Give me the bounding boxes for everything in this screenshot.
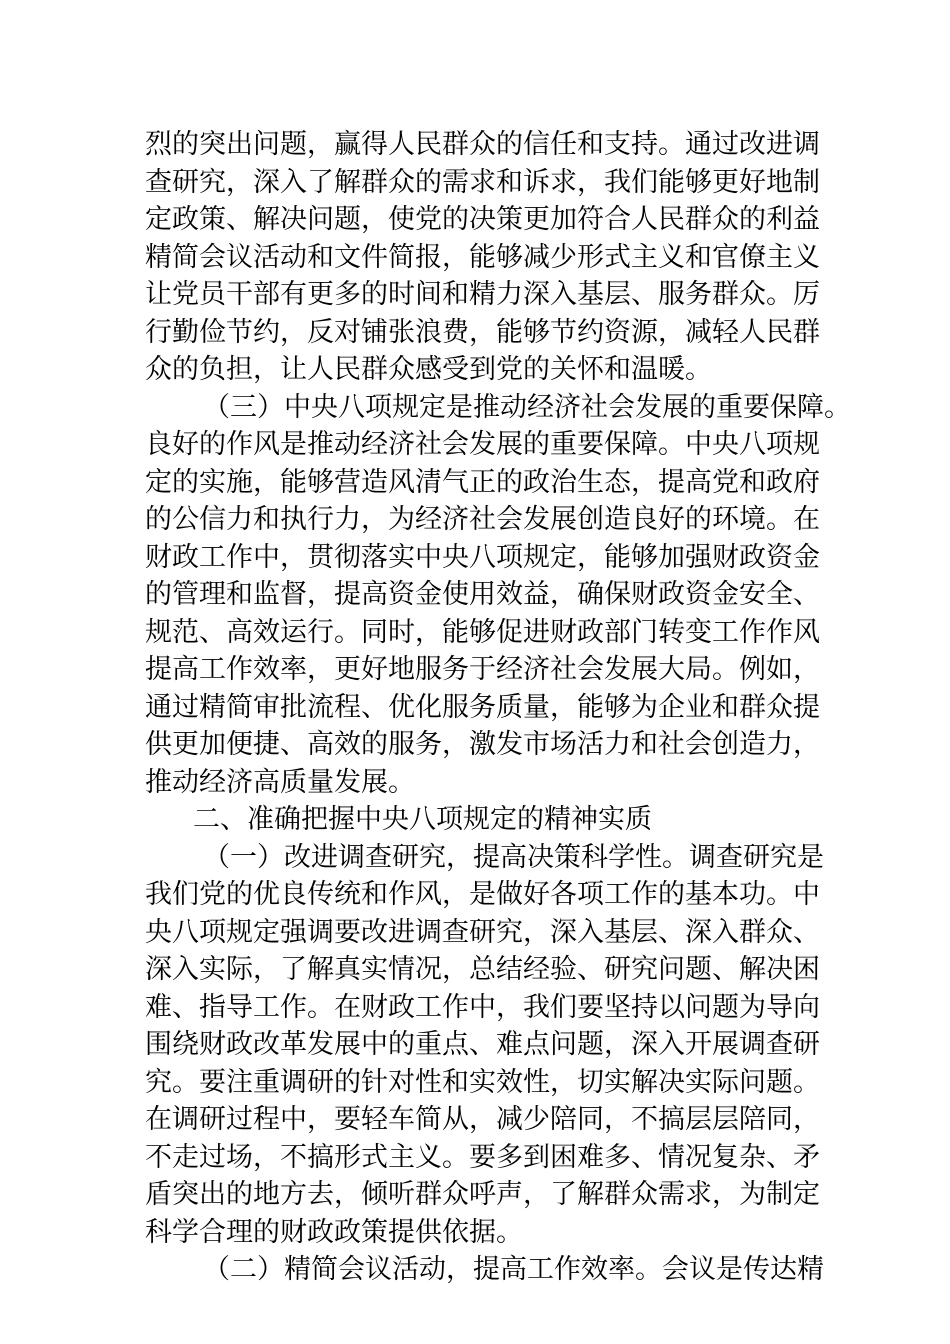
text-line: 深入实际，了解真实情况，总结经验、研究问题、解决困	[145, 954, 820, 985]
text-line: 行勤俭节约，反对铺张浪费，能够节约资源，减轻人民群	[145, 316, 820, 348]
text-line: 科学合理的财政政策提供依据。	[145, 1216, 523, 1248]
text-line: 不走过场，不搞形式主义。要多到困难多、情况复杂、矛	[145, 1141, 820, 1173]
body-text	[145, 126, 851, 1289]
text-line: 的管理和监督，提高资金使用效益，确保财政资金安全、	[145, 579, 820, 610]
text-line: 定的实施，能够营造风清气正的政治生态，提高党和政府	[145, 466, 820, 498]
text-line: 供更加便捷、高效的服务，激发市场活力和社会创造力，	[145, 729, 820, 760]
text-line: 让党员干部有更多的时间和精力深入基层、服务群众。厉	[145, 279, 820, 310]
section-heading-3: （三）中央八项规定是推动经济社会发展的重要保障。	[203, 391, 851, 423]
chapter-heading: 二、准确把握中央八项规定的精神实质	[193, 804, 652, 835]
text-line: 围绕财政改革发展中的重点、难点问题，深入开展调查研	[145, 1029, 820, 1060]
text-line: 我们党的优良传统和作风，是做好各项工作的基本功。中	[145, 879, 820, 910]
text-line: 良好的作风是推动经济社会发展的重要保障。中央八项规	[145, 429, 820, 460]
text-line: 通过精简审批流程、优化服务质量，能够为企业和群众提	[145, 691, 820, 723]
text-line: 提高工作效率，更好地服务于经济社会发展大局。例如，	[145, 654, 820, 685]
text-line: 究。要注重调研的针对性和实效性，切实解决实际问题。	[145, 1066, 820, 1098]
text-line: 盾突出的地方去，倾听群众呼声，了解群众需求，为制定	[145, 1179, 820, 1210]
text-line: 央八项规定强调要改进调查研究，深入基层、深入群众、	[145, 916, 820, 948]
text-line: 烈的突出问题，赢得人民群众的信任和支持。通过改进调	[145, 129, 820, 160]
text-line: 在调研过程中，要轻车简从，减少陪同，不搞层层陪同，	[145, 1104, 820, 1135]
text-line: 难、指导工作。在财政工作中，我们要坚持以问题为导向	[145, 991, 820, 1023]
text-line: 精简会议活动和文件简报，能够减少形式主义和官僚主义	[145, 241, 820, 273]
text-line: 规范、高效运行。同时，能够促进财政部门转变工作作风	[145, 616, 820, 648]
text-line: 的公信力和执行力，为经济社会发展创造良好的环境。在	[145, 504, 820, 535]
text-line: 众的负担，让人民群众感受到党的关怀和温暖。	[145, 354, 712, 385]
text-line: 推动经济高质量发展。	[145, 766, 415, 798]
text-line: 查研究，深入了解群众的需求和诉求，我们能够更好地制	[145, 166, 820, 198]
text-line: 财政工作中，贯彻落实中央八项规定，能够加强财政资金	[145, 541, 820, 573]
section-heading-1: （一）改进调查研究，提高决策科学性。调查研究是	[203, 841, 824, 873]
section-heading-2: （二）精简会议活动，提高工作效率。会议是传达精	[203, 1254, 824, 1285]
text-line: 定政策、解决问题，使党的决策更加符合人民群众的利益	[145, 204, 820, 235]
